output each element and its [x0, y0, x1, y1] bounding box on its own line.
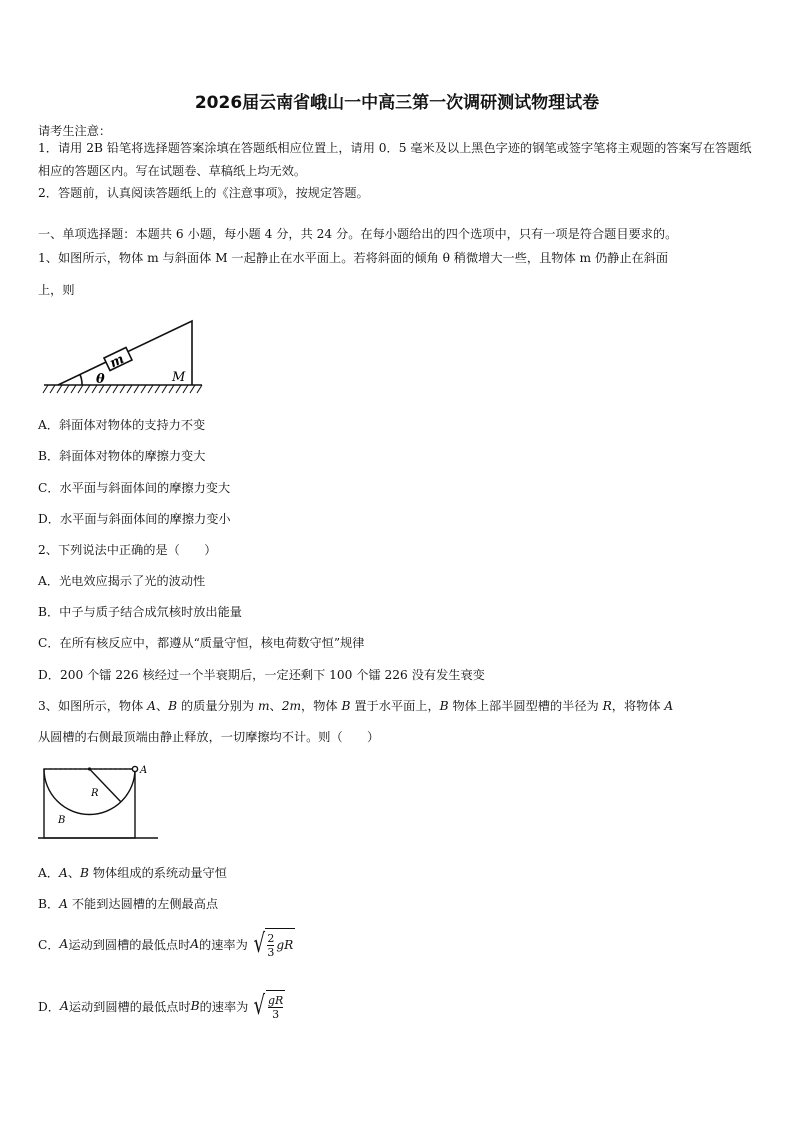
q1-option-d: D．水平面与斜面体间的摩擦力变小: [38, 512, 231, 526]
q3-option-a: A．A、B 物体组成的系统动量守恒: [38, 866, 227, 880]
q1-stem-line1: 1、如图所示，物体 m 与斜面体 M 一起静止在水平面上。若将斜面的倾角 θ 稍微增大一些，且物体 m 仍静止在斜面: [38, 251, 669, 265]
q3-semicircle-figure: [36, 760, 166, 846]
section-heading: 一、单项选择题：本题共 6 小题，每小题 4 分，共 24 分。在每小题给出的四个选项中，只有一项是符合题目要求的。: [38, 227, 678, 241]
q3-stem-line1: 3、如图所示，物体 A、B 的质量分别为 m、2m，物体 B 置于水平面上，B 物体上部半圆型槽的半径为 R，将物体 A: [38, 699, 674, 713]
q1-stem-line2: 上，则: [38, 283, 75, 297]
q2-option-c: C．在所有核反应中，都遵从“质量守恒，核电荷数守恒”规律: [38, 636, 365, 650]
q2-option-b: B．中子与质子结合成氘核时放出能量: [38, 605, 242, 619]
q3-option-c: C． A 运动到圆槽的最低点时 A 的速率为 √ $\frac{2}{3}$ gR: [38, 929, 294, 959]
notice-item-1: 1．请用 2B 铅笔将选择题答案涂填在答题纸相应位置上，请用 0．5 毫米及以上黑色字迹的钢笔或签字笔将主观题的答案写在答题纸相应的答题区内。写在试题卷、草稿纸上均无效。: [38, 141, 752, 178]
q2-stem: 2、下列说法中正确的是（ ）: [38, 543, 217, 557]
q3-label-a: A: [140, 765, 148, 776]
q3-option-d: D． A 运动到圆槽的最低点时 B 的速率为 √ $\frac{gR}{3}$: [38, 991, 284, 1021]
q1-angle-label: θ: [96, 372, 105, 387]
page-title: 2026届云南省峨山一中高三第一次调研测试物理试卷: [194, 93, 600, 113]
q2-option-a: A．光电效应揭示了光的波动性: [38, 574, 206, 588]
q1-option-c: C．水平面与斜面体间的摩擦力变大: [38, 481, 231, 495]
q1-wedge-label: M: [172, 370, 186, 385]
notice-header: 请考生注意：: [38, 124, 112, 138]
q3-label-r: R: [91, 788, 99, 799]
q1-block-label: m: [107, 351, 127, 372]
q1-incline-figure: [40, 315, 210, 400]
q3-label-b: B: [58, 815, 66, 826]
q3-stem-line2: 从圆槽的右侧最顶端由静止释放，一切摩擦均不计。则（ ）: [38, 730, 380, 744]
q3-option-d-formula: √ $\frac{gR}{3}$: [253, 991, 284, 1021]
q3-option-b: B．A 不能到达圆槽的左侧最高点: [38, 897, 219, 911]
q3-option-c-formula: √ $\frac{2}{3}$ gR: [253, 929, 294, 959]
q1-option-b: B．斜面体对物体的摩擦力变大: [38, 449, 206, 463]
notice-item-2: 2．答题前，认真阅读答题纸上的《注意事项》，按规定答题。: [38, 186, 369, 200]
q2-option-d: D．200 个镭 226 核经过一个半衰期后，一定还剩下 100 个镭 226 没有发生衰变: [38, 668, 485, 682]
q1-option-a: A．斜面体对物体的支持力不变: [38, 418, 206, 432]
